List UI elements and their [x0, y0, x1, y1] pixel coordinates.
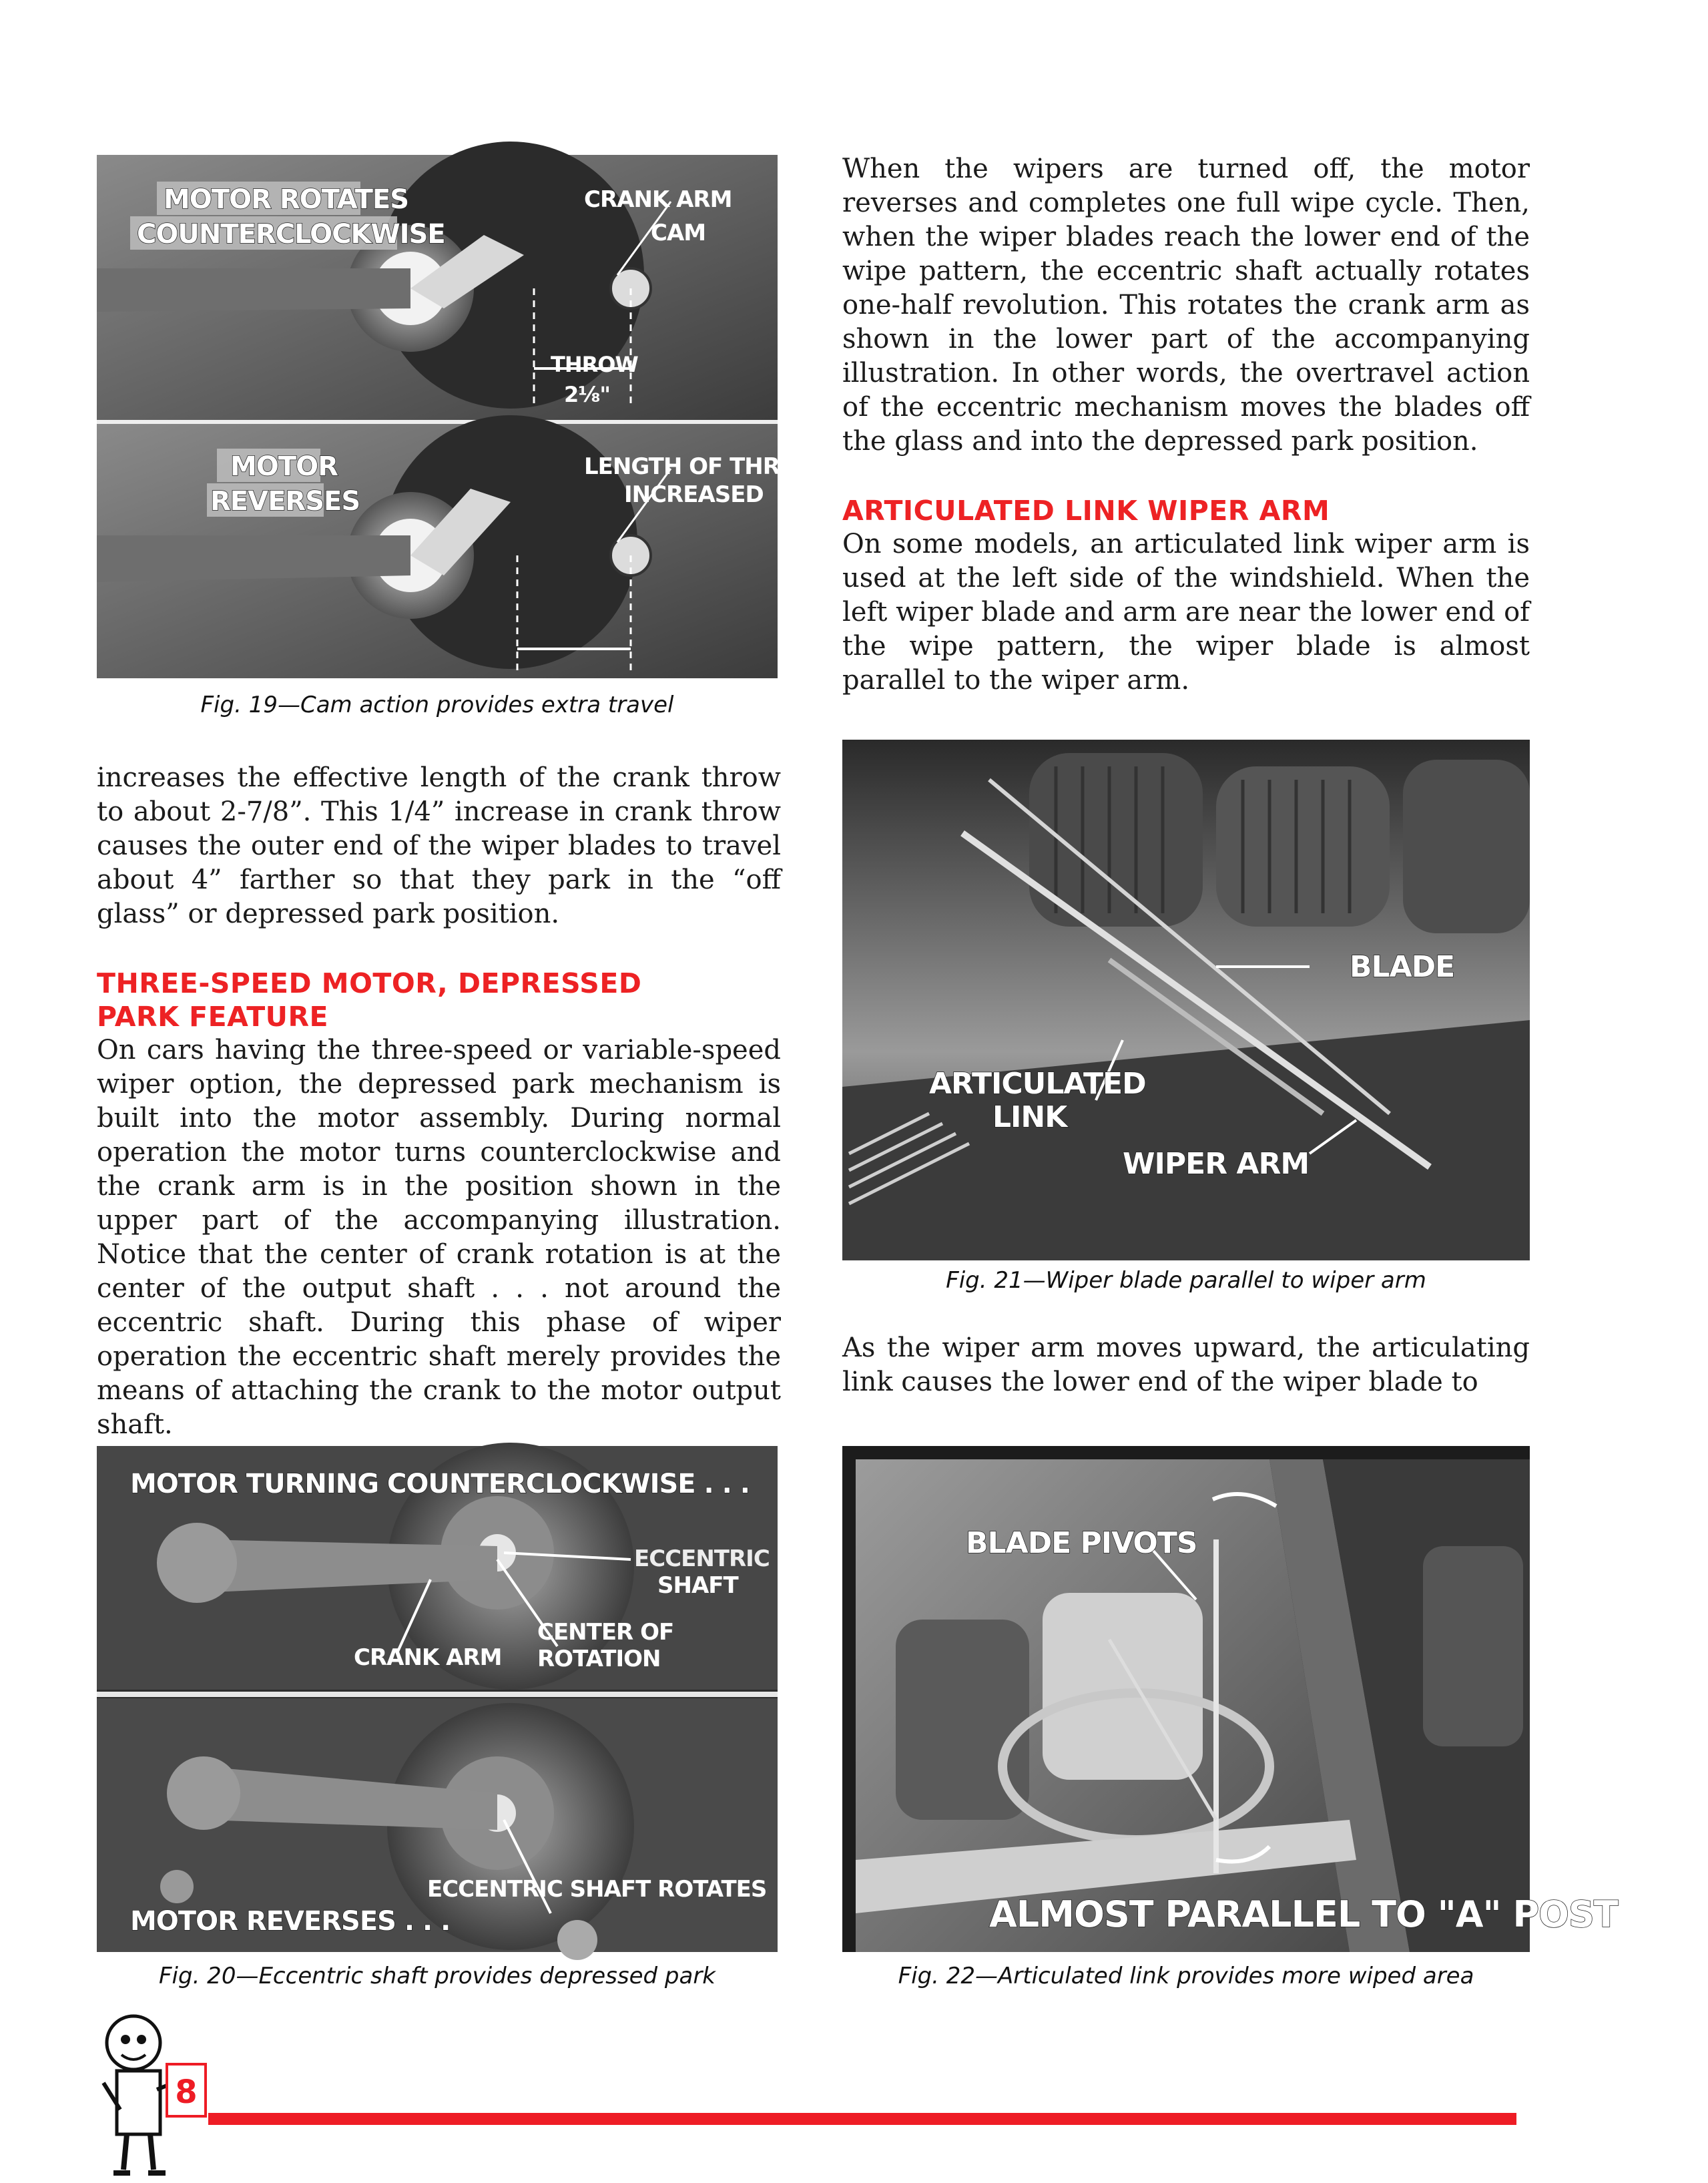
heading-articulated-link: ARTICULATED LINK WIPER ARM	[842, 495, 1330, 527]
fig20-label-shaft: SHAFT	[657, 1572, 738, 1599]
paragraph-crank-throw: increases the effective length of the crank throw to about 2-7/8”. This 1/4” increase in crank throw causes the outer end of the wiper blades to travel about 4” farther so that they park in the “off glass” or depressed park position.	[97, 762, 781, 929]
paragraph-wipers-turned-off: When the wipers are turned off, the motor reverses and completes one full wipe cycle. Then, when the wiper blades reach the lower end of the wipe pattern, the eccentric shaft actually rotates one-half revolution. This rotates the crank arm as shown in the lower part of the accompanying illustration. In other words, the overtravel action of the eccentric mechanism moves the blades off the glass and into the depressed park position.	[842, 154, 1530, 457]
fig22-label-almost-parallel: ALMOST PARALLEL TO "A" POST	[989, 1893, 1618, 1935]
fig20-label-rotation: ROTATION	[537, 1646, 661, 1672]
fig22-label-blade-pivots: BLADE PIVOTS	[966, 1526, 1197, 1560]
fig21-label-wiper-arm: WIPER ARM	[1123, 1147, 1310, 1181]
footer-rule	[208, 2113, 1516, 2125]
fig20-label-motor-reverses: MOTOR REVERSES . . .	[130, 1906, 451, 1937]
fig20-label-eccentric: ECCENTRIC	[634, 1545, 770, 1572]
fig20-label-eccentric-shaft-rotates: ECCENTRIC SHAFT ROTATES	[427, 1876, 767, 1903]
fig21-photo	[842, 740, 1530, 1260]
fig20-label-center-of: CENTER OF	[537, 1619, 674, 1646]
fig19-label-throw-value: 2⅛"	[564, 382, 611, 407]
paragraph-articulated-link: On some models, an articulated link wiper arm is used at the left side of the windshield. When the left wiper blade and arm are near the lower end of the wipe pattern, the wiper blade is almost parallel to the wiper arm.	[842, 529, 1530, 696]
fig21-caption: Fig. 21—Wiper blade parallel to wiper arm	[946, 1267, 1426, 1294]
fig19-label-counterclockwise: COUNTERCLOCKWISE	[137, 219, 445, 250]
heading-three-speed-line1: THREE-SPEED MOTOR, DEPRESSED	[97, 967, 642, 999]
fig19-photo	[97, 155, 823, 678]
fig19-label-reverses: REVERSES	[210, 486, 360, 517]
fig19-label-increased: INCREASED	[624, 481, 764, 508]
paragraph-wiper-arm-moves: As the wiper arm moves upward, the articulating link causes the lower end of the wiper blade to	[842, 1332, 1530, 1397]
fig20-label-motor-turning: MOTOR TURNING COUNTERCLOCKWISE . . .	[130, 1469, 750, 1499]
fig20-label-crank-arm: CRANK ARM	[354, 1644, 502, 1671]
heading-three-speed-line2: PARK FEATURE	[97, 1001, 329, 1033]
fig21-label-articulated: ARTICULATED	[929, 1067, 1146, 1101]
fig20-caption: Fig. 20—Eccentric shaft provides depressed park	[158, 1963, 716, 1989]
mascot-icon	[93, 2009, 227, 2183]
fig19-label-crank-arm: CRANK ARM	[584, 186, 732, 213]
paragraph-three-speed: On cars having the three-speed or variable-speed wiper option, the depressed park mechanism is built into the motor assembly. During normal operation the motor turns counterclockwise and the crank arm is in the position shown in the upper part of the accompanying illustration. Notice that the center of crank rotation is at the center of the output shaft . . . not around the eccentric shaft. During this phase of wiper operation the eccentric shaft merely provides the means of attaching the crank to the motor output shaft.	[97, 1035, 781, 1440]
fig21-label-link: LINK	[992, 1100, 1067, 1134]
fig22-photo	[842, 1446, 1618, 1952]
fig20-photo	[97, 1446, 778, 1952]
fig21-label-blade: BLADE	[1350, 950, 1455, 984]
fig19-caption: Fig. 19—Cam action provides extra travel	[200, 692, 674, 718]
fig19-label-cam: CAM	[651, 220, 706, 246]
page-number: 8	[166, 2063, 207, 2118]
fig19-label-length-of-throw: LENGTH OF THROW	[584, 453, 823, 480]
fig19-label-throw: THROW	[551, 352, 638, 377]
fig19-label-motor: MOTOR	[230, 451, 338, 482]
fig22-caption: Fig. 22—Articulated link provides more wiped area	[898, 1963, 1474, 1989]
fig19-label-motor-rotates: MOTOR ROTATES	[164, 184, 409, 215]
